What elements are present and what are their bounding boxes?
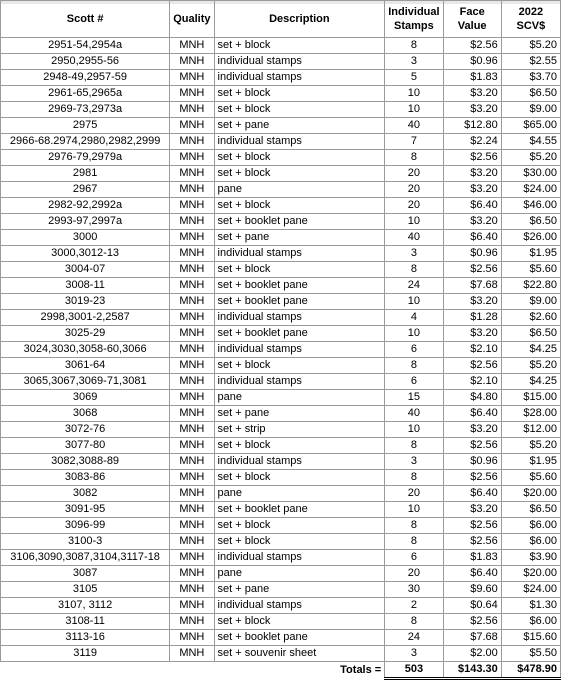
cell-scott[interactable]: 2967: [1, 182, 170, 198]
cell-stamps[interactable]: 20: [385, 166, 443, 182]
cell-face-value[interactable]: $1.83: [443, 550, 501, 566]
table-row: [1, 294, 561, 310]
cell-quality[interactable]: MNH: [170, 566, 214, 582]
cell-scv[interactable]: $4.25: [501, 374, 560, 390]
header-row: [1, 1, 561, 38]
table-row: [1, 646, 561, 662]
table-row: [1, 326, 561, 342]
cell-stamps[interactable]: 24: [385, 630, 443, 646]
cell-stamps[interactable]: 40: [385, 230, 443, 246]
table-row: [1, 406, 561, 422]
cell-scv[interactable]: $3.90: [501, 550, 560, 566]
cell-quality[interactable]: MNH: [170, 534, 214, 550]
cell-scv[interactable]: $6.50: [501, 326, 560, 342]
cell-description[interactable]: set + block: [214, 470, 385, 486]
table-row: [1, 342, 561, 358]
cell-face-value[interactable]: $6.40: [443, 198, 501, 214]
cell-face-value[interactable]: $3.20: [443, 422, 501, 438]
cell-face-value[interactable]: $2.00: [443, 646, 501, 662]
cell-stamps[interactable]: 6: [385, 342, 443, 358]
cell-scv[interactable]: $5.50: [501, 646, 560, 662]
cell-stamps[interactable]: 10: [385, 502, 443, 518]
header-description[interactable]: Description: [214, 1, 385, 38]
cell-face-value[interactable]: $0.96: [443, 454, 501, 470]
table-row: [1, 438, 561, 454]
cell-scott[interactable]: 3096-99: [1, 518, 170, 534]
header-quality[interactable]: Quality: [170, 1, 214, 38]
cell-face-value[interactable]: $1.83: [443, 70, 501, 86]
table-row: [1, 166, 561, 182]
cell-quality[interactable]: MNH: [170, 454, 214, 470]
cell-quality[interactable]: MNH: [170, 86, 214, 102]
cell-scv[interactable]: $65.00: [501, 118, 560, 134]
cell-description[interactable]: individual stamps: [214, 342, 385, 358]
totals-label[interactable]: Totals =: [340, 663, 382, 676]
cell-quality[interactable]: MNH: [170, 230, 214, 246]
cell-scv[interactable]: $12.00: [501, 422, 560, 438]
cell-face-value[interactable]: $3.20: [443, 214, 501, 230]
cell-face-value[interactable]: $2.56: [443, 150, 501, 166]
cell-description[interactable]: individual stamps: [214, 598, 385, 614]
cell-description[interactable]: set + block: [214, 198, 385, 214]
cell-stamps[interactable]: 10: [385, 294, 443, 310]
cell-description[interactable]: set + block: [214, 614, 385, 630]
cell-quality[interactable]: MNH: [170, 438, 214, 454]
cell-description[interactable]: individual stamps: [214, 134, 385, 150]
cell-quality[interactable]: MNH: [170, 470, 214, 486]
cell-scv[interactable]: $4.25: [501, 342, 560, 358]
cell-scv[interactable]: $22.80: [501, 278, 560, 294]
cell-quality[interactable]: MNH: [170, 54, 214, 70]
cell-scv[interactable]: $6.00: [501, 518, 560, 534]
cell-scv[interactable]: $3.70: [501, 70, 560, 86]
cell-stamps[interactable]: 3: [385, 54, 443, 70]
cell-face-value[interactable]: $6.40: [443, 230, 501, 246]
cell-scott[interactable]: 3019-23: [1, 294, 170, 310]
cell-scott[interactable]: 3100-3: [1, 534, 170, 550]
cell-stamps[interactable]: 8: [385, 38, 443, 54]
cell-scott[interactable]: 2961-65,2965a: [1, 86, 170, 102]
cell-scv[interactable]: $5.20: [501, 438, 560, 454]
cell-description[interactable]: set + block: [214, 38, 385, 54]
cell-face-value[interactable]: $3.20: [443, 166, 501, 182]
table-row: [1, 358, 561, 374]
cell-scott[interactable]: 3087: [1, 566, 170, 582]
cell-face-value[interactable]: $2.56: [443, 438, 501, 454]
cell-scott[interactable]: 3004-07: [1, 262, 170, 278]
cell-description[interactable]: set + souvenir sheet: [214, 646, 385, 662]
cell-scott[interactable]: 2951-54,2954a: [1, 38, 170, 54]
table-row: [1, 38, 561, 54]
cell-scott[interactable]: 3082,3088-89: [1, 454, 170, 470]
cell-stamps[interactable]: 20: [385, 566, 443, 582]
cell-scott[interactable]: 3091-95: [1, 502, 170, 518]
cell-scv[interactable]: $6.50: [501, 86, 560, 102]
cell-description[interactable]: set + pane: [214, 118, 385, 134]
cell-quality[interactable]: MNH: [170, 246, 214, 262]
cell-face-value[interactable]: $0.64: [443, 598, 501, 614]
cell-scv[interactable]: $28.00: [501, 406, 560, 422]
cell-stamps[interactable]: 3: [385, 246, 443, 262]
cell-quality[interactable]: MNH: [170, 278, 214, 294]
cell-description[interactable]: pane: [214, 182, 385, 198]
cell-scott[interactable]: 3000: [1, 230, 170, 246]
cell-scv[interactable]: $1.95: [501, 454, 560, 470]
cell-description[interactable]: set + booklet pane: [214, 214, 385, 230]
cell-stamps[interactable]: 10: [385, 86, 443, 102]
cell-scott[interactable]: 2998,3001-2,2587: [1, 310, 170, 326]
cell-scott[interactable]: 3077-80: [1, 438, 170, 454]
cell-scv[interactable]: $15.00: [501, 390, 560, 406]
cell-face-value[interactable]: $3.20: [443, 294, 501, 310]
cell-face-value[interactable]: $0.96: [443, 54, 501, 70]
cell-quality[interactable]: MNH: [170, 166, 214, 182]
table-row: [1, 118, 561, 134]
cell-quality[interactable]: MNH: [170, 134, 214, 150]
cell-scv[interactable]: $1.95: [501, 246, 560, 262]
cell-scv[interactable]: $20.00: [501, 486, 560, 502]
header-scott[interactable]: Scott #: [1, 1, 170, 38]
table-row: [1, 502, 561, 518]
totals-row: [1, 662, 561, 679]
cell-description[interactable]: set + block: [214, 534, 385, 550]
cell-scv[interactable]: $6.50: [501, 214, 560, 230]
cell-stamps[interactable]: 3: [385, 646, 443, 662]
cell-quality[interactable]: MNH: [170, 38, 214, 54]
cell-description[interactable]: set + block: [214, 166, 385, 182]
cell-face-value[interactable]: $7.68: [443, 630, 501, 646]
cell-quality[interactable]: MNH: [170, 70, 214, 86]
cell-quality[interactable]: MNH: [170, 630, 214, 646]
cell-stamps[interactable]: 6: [385, 374, 443, 390]
cell-description[interactable]: pane: [214, 566, 385, 582]
cell-description[interactable]: set + strip: [214, 422, 385, 438]
cell-face-value[interactable]: $3.20: [443, 182, 501, 198]
cell-face-value[interactable]: $12.80: [443, 118, 501, 134]
table-row: [1, 246, 561, 262]
cell-stamps[interactable]: 8: [385, 470, 443, 486]
cell-quality[interactable]: MNH: [170, 102, 214, 118]
cell-face-value[interactable]: $3.20: [443, 502, 501, 518]
cell-scv[interactable]: $46.00: [501, 198, 560, 214]
totals-face-value[interactable]: $143.30: [443, 662, 501, 679]
cell-stamps[interactable]: 20: [385, 198, 443, 214]
cell-face-value[interactable]: $2.56: [443, 534, 501, 550]
cell-stamps[interactable]: 20: [385, 182, 443, 198]
cell-quality[interactable]: MNH: [170, 582, 214, 598]
table-row: [1, 182, 561, 198]
table-row: [1, 310, 561, 326]
cell-stamps[interactable]: 8: [385, 614, 443, 630]
cell-description[interactable]: pane: [214, 390, 385, 406]
cell-scott[interactable]: 3108-11: [1, 614, 170, 630]
cell-face-value[interactable]: $3.20: [443, 86, 501, 102]
cell-quality[interactable]: MNH: [170, 614, 214, 630]
cell-scv[interactable]: $4.55: [501, 134, 560, 150]
cell-scv[interactable]: $9.00: [501, 294, 560, 310]
cell-scott[interactable]: 3107, 3112: [1, 598, 170, 614]
cell-stamps[interactable]: 6: [385, 550, 443, 566]
cell-scott[interactable]: 3106,3090,3087,3104,3117-18: [1, 550, 170, 566]
header-scv[interactable]: 2022 SCV$: [501, 1, 560, 38]
cell-stamps[interactable]: 4: [385, 310, 443, 326]
cell-scv[interactable]: $6.00: [501, 534, 560, 550]
table-row: [1, 518, 561, 534]
cell-scv[interactable]: $5.60: [501, 262, 560, 278]
cell-face-value[interactable]: $2.56: [443, 470, 501, 486]
table-row: [1, 470, 561, 486]
table-row: [1, 566, 561, 582]
cell-scott[interactable]: 3025-29: [1, 326, 170, 342]
cell-description[interactable]: set + block: [214, 86, 385, 102]
cell-description[interactable]: individual stamps: [214, 374, 385, 390]
cell-face-value[interactable]: $2.56: [443, 38, 501, 54]
cell-scv[interactable]: $5.20: [501, 38, 560, 54]
cell-scv[interactable]: $24.00: [501, 582, 560, 598]
table-row: [1, 390, 561, 406]
table-row: [1, 486, 561, 502]
cell-scv[interactable]: $30.00: [501, 166, 560, 182]
cell-description[interactable]: individual stamps: [214, 246, 385, 262]
cell-stamps[interactable]: 8: [385, 150, 443, 166]
table-row: [1, 230, 561, 246]
cell-scott[interactable]: 2993-97,2997a: [1, 214, 170, 230]
cell-scv[interactable]: $6.50: [501, 502, 560, 518]
cell-stamps[interactable]: 8: [385, 534, 443, 550]
cell-face-value[interactable]: $2.56: [443, 614, 501, 630]
cell-quality[interactable]: MNH: [170, 262, 214, 278]
cell-stamps[interactable]: 20: [385, 486, 443, 502]
cell-scott[interactable]: 2950,2955-56: [1, 54, 170, 70]
cell-stamps[interactable]: 24: [385, 278, 443, 294]
cell-description[interactable]: pane: [214, 486, 385, 502]
cell-face-value[interactable]: $2.10: [443, 374, 501, 390]
cell-face-value[interactable]: $7.68: [443, 278, 501, 294]
cell-face-value[interactable]: $2.24: [443, 134, 501, 150]
table-row: [1, 198, 561, 214]
cell-face-value[interactable]: $3.20: [443, 326, 501, 342]
table-row: [1, 134, 561, 150]
cell-scott[interactable]: 3065,3067,3069-71,3081: [1, 374, 170, 390]
cell-scv[interactable]: $5.60: [501, 470, 560, 486]
cell-scv[interactable]: $20.00: [501, 566, 560, 582]
cell-stamps[interactable]: 5: [385, 70, 443, 86]
cell-quality[interactable]: MNH: [170, 118, 214, 134]
cell-quality[interactable]: MNH: [170, 342, 214, 358]
table-row: [1, 422, 561, 438]
table-row: [1, 278, 561, 294]
cell-description[interactable]: individual stamps: [214, 54, 385, 70]
cell-description[interactable]: set + pane: [214, 582, 385, 598]
cell-quality[interactable]: MNH: [170, 326, 214, 342]
cell-quality[interactable]: MNH: [170, 550, 214, 566]
table-row: [1, 534, 561, 550]
cell-quality[interactable]: MNH: [170, 390, 214, 406]
cell-face-value[interactable]: $4.80: [443, 390, 501, 406]
cell-scott[interactable]: 2966-68.2974,2980,2982,2999: [1, 134, 170, 150]
table-row: [1, 630, 561, 646]
cell-stamps[interactable]: 8: [385, 262, 443, 278]
cell-description[interactable]: set + block: [214, 358, 385, 374]
cell-quality[interactable]: MNH: [170, 182, 214, 198]
cell-description[interactable]: individual stamps: [214, 70, 385, 86]
cell-stamps[interactable]: 7: [385, 134, 443, 150]
cell-quality[interactable]: MNH: [170, 518, 214, 534]
table-row: [1, 598, 561, 614]
cell-description[interactable]: set + block: [214, 150, 385, 166]
cell-description[interactable]: set + booklet pane: [214, 278, 385, 294]
cell-scott[interactable]: 2948-49,2957-59: [1, 70, 170, 86]
cell-scott[interactable]: 2981: [1, 166, 170, 182]
cell-description[interactable]: set + booklet pane: [214, 326, 385, 342]
cell-quality[interactable]: MNH: [170, 422, 214, 438]
cell-face-value[interactable]: $2.56: [443, 262, 501, 278]
table-row: [1, 214, 561, 230]
cell-description[interactable]: individual stamps: [214, 310, 385, 326]
table-row: [1, 262, 561, 278]
table-row: [1, 582, 561, 598]
cell-scott[interactable]: 2982-92,2992a: [1, 198, 170, 214]
cell-scott[interactable]: 3061-64: [1, 358, 170, 374]
cell-stamps[interactable]: 40: [385, 406, 443, 422]
cell-description[interactable]: set + pane: [214, 406, 385, 422]
cell-scv[interactable]: $1.30: [501, 598, 560, 614]
cell-scott[interactable]: 2975: [1, 118, 170, 134]
cell-description[interactable]: set + booklet pane: [214, 502, 385, 518]
cell-quality[interactable]: MNH: [170, 646, 214, 662]
cell-stamps[interactable]: 10: [385, 102, 443, 118]
cell-description[interactable]: individual stamps: [214, 454, 385, 470]
header-individual-stamps[interactable]: Individual Stamps: [385, 1, 443, 38]
cell-face-value[interactable]: $6.40: [443, 486, 501, 502]
cell-scv[interactable]: $6.00: [501, 614, 560, 630]
cell-quality[interactable]: MNH: [170, 502, 214, 518]
cell-description[interactable]: set + booklet pane: [214, 630, 385, 646]
cell-scott[interactable]: 3069: [1, 390, 170, 406]
cell-description[interactable]: individual stamps: [214, 550, 385, 566]
cell-scott[interactable]: 2969-73,2973a: [1, 102, 170, 118]
cell-scott[interactable]: 3083-86: [1, 470, 170, 486]
cell-quality[interactable]: MNH: [170, 310, 214, 326]
totals-stamps[interactable]: 503: [385, 662, 443, 679]
table-row: [1, 86, 561, 102]
table-row: [1, 150, 561, 166]
cell-stamps[interactable]: 8: [385, 358, 443, 374]
cell-scv[interactable]: $5.20: [501, 358, 560, 374]
cell-description[interactable]: set + block: [214, 102, 385, 118]
cell-face-value[interactable]: $2.56: [443, 518, 501, 534]
cell-stamps[interactable]: 30: [385, 582, 443, 598]
table-row: [1, 70, 561, 86]
cell-face-value[interactable]: $0.96: [443, 246, 501, 262]
header-face-value[interactable]: Face Value: [443, 1, 501, 38]
cell-quality[interactable]: MNH: [170, 406, 214, 422]
cell-quality[interactable]: MNH: [170, 198, 214, 214]
cell-scott[interactable]: 3119: [1, 646, 170, 662]
table-row: [1, 614, 561, 630]
cell-quality[interactable]: MNH: [170, 374, 214, 390]
cell-scv[interactable]: $5.20: [501, 150, 560, 166]
cell-scott[interactable]: 3008-11: [1, 278, 170, 294]
cell-stamps[interactable]: 15: [385, 390, 443, 406]
totals-scv[interactable]: $478.90: [501, 662, 560, 679]
cell-scv[interactable]: $26.00: [501, 230, 560, 246]
cell-scott[interactable]: 3072-76: [1, 422, 170, 438]
cell-face-value[interactable]: $6.40: [443, 566, 501, 582]
cell-scott[interactable]: 3082: [1, 486, 170, 502]
cell-scv[interactable]: $24.00: [501, 182, 560, 198]
cell-description[interactable]: set + block: [214, 438, 385, 454]
cell-quality[interactable]: MNH: [170, 486, 214, 502]
cell-face-value[interactable]: $6.40: [443, 406, 501, 422]
cell-stamps[interactable]: 40: [385, 118, 443, 134]
cell-stamps[interactable]: 8: [385, 438, 443, 454]
cell-scott[interactable]: 3105: [1, 582, 170, 598]
cell-scott[interactable]: 3068: [1, 406, 170, 422]
cell-scott[interactable]: 3024,3030,3058-60,3066: [1, 342, 170, 358]
table-row: [1, 550, 561, 566]
cell-face-value[interactable]: $2.56: [443, 358, 501, 374]
cell-face-value[interactable]: $9.60: [443, 582, 501, 598]
cell-face-value[interactable]: $2.10: [443, 342, 501, 358]
cell-stamps[interactable]: 10: [385, 422, 443, 438]
cell-stamps[interactable]: 10: [385, 214, 443, 230]
cell-scv[interactable]: $2.55: [501, 54, 560, 70]
cell-scv[interactable]: $2.60: [501, 310, 560, 326]
table-row: [1, 374, 561, 390]
cell-scott[interactable]: 3113-16: [1, 630, 170, 646]
table-row: [1, 454, 561, 470]
cell-quality[interactable]: MNH: [170, 294, 214, 310]
table-row: [1, 102, 561, 118]
cell-face-value[interactable]: $3.20: [443, 102, 501, 118]
cell-quality[interactable]: MNH: [170, 598, 214, 614]
cell-stamps[interactable]: 10: [385, 326, 443, 342]
totals-blank-2: [170, 662, 214, 679]
cell-description[interactable]: set + booklet pane: [214, 294, 385, 310]
cell-quality[interactable]: MNH: [170, 358, 214, 374]
cell-quality[interactable]: MNH: [170, 214, 214, 230]
cell-scv[interactable]: $9.00: [501, 102, 560, 118]
cell-description[interactable]: set + block: [214, 262, 385, 278]
cell-stamps[interactable]: 2: [385, 598, 443, 614]
cell-description[interactable]: set + block: [214, 518, 385, 534]
cell-stamps[interactable]: 8: [385, 518, 443, 534]
cell-face-value[interactable]: $1.28: [443, 310, 501, 326]
totals-blank-1: [1, 662, 170, 679]
cell-stamps[interactable]: 3: [385, 454, 443, 470]
cell-scott[interactable]: 2976-79,2979a: [1, 150, 170, 166]
cell-quality[interactable]: MNH: [170, 150, 214, 166]
table-row: [1, 54, 561, 70]
cell-scv[interactable]: $15.60: [501, 630, 560, 646]
cell-scott[interactable]: 3000,3012-13: [1, 246, 170, 262]
cell-description[interactable]: set + pane: [214, 230, 385, 246]
